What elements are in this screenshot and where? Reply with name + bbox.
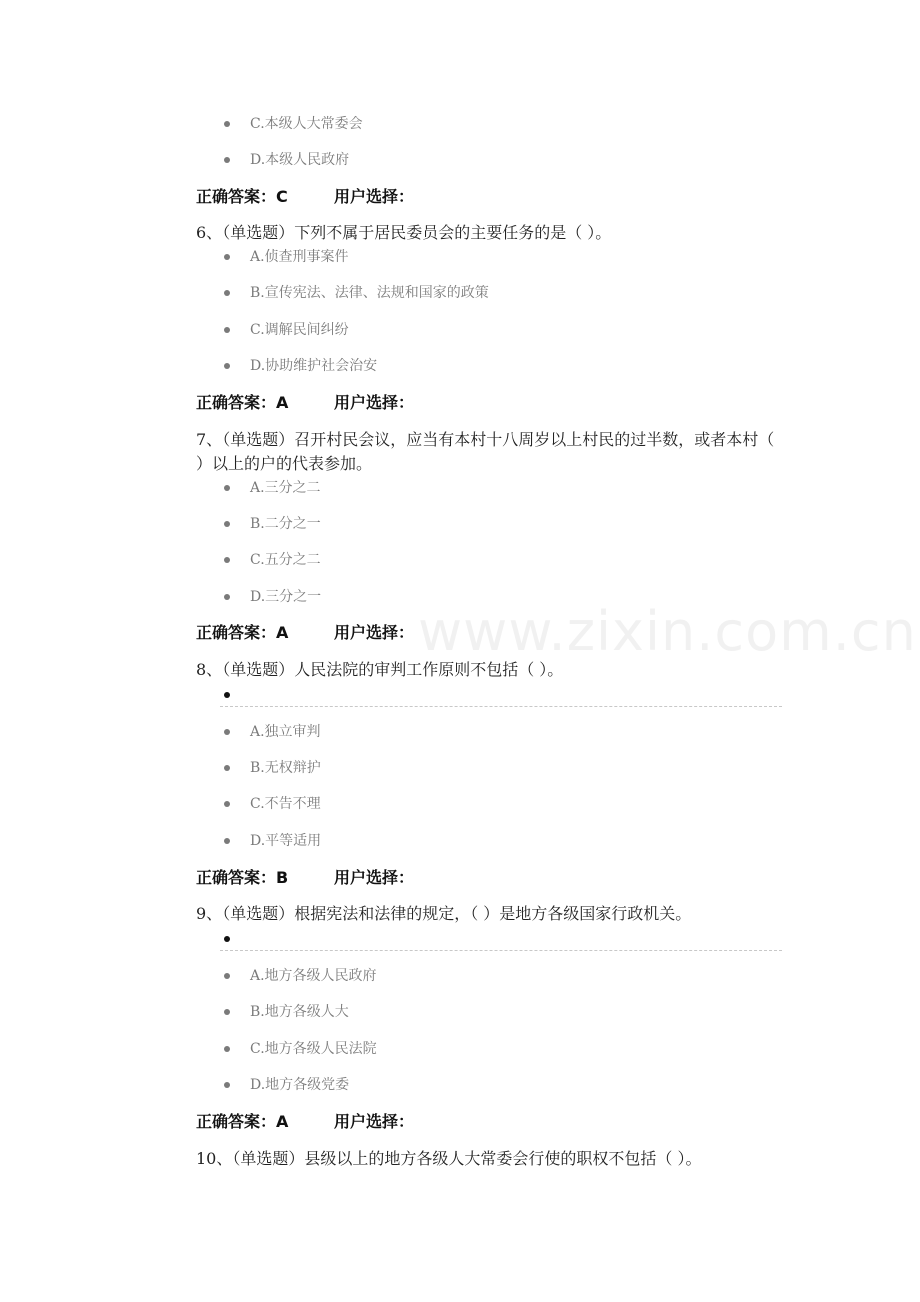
user-choice-label: 用户选择： xyxy=(334,187,415,206)
answer-line xyxy=(196,391,415,415)
option-text: D.协助维护社会治安 xyxy=(250,358,378,374)
question-9 xyxy=(196,902,786,926)
bullet-icon xyxy=(224,521,230,527)
option-text: C.地方各级人民法院 xyxy=(250,1041,377,1057)
bullet-icon xyxy=(224,363,230,369)
question-number: 7、 xyxy=(196,430,223,449)
correct-label: 正确答案： xyxy=(196,1112,277,1131)
bullet-icon xyxy=(224,290,230,296)
option-text: A.侦查刑事案件 xyxy=(250,249,349,265)
option-text: B.二分之一 xyxy=(250,516,321,532)
answer-line xyxy=(196,866,415,890)
option-text: B.无权辩护 xyxy=(250,760,321,776)
user-choice-label: 用户选择： xyxy=(334,868,415,887)
correct-label: 正确答案： xyxy=(196,623,277,642)
question-10 xyxy=(196,1147,796,1171)
divider xyxy=(220,950,782,951)
answer-line xyxy=(196,1110,415,1134)
bullet-icon xyxy=(224,485,230,491)
question-number: 10、 xyxy=(196,1149,233,1168)
option-text: C.五分之二 xyxy=(250,552,321,568)
question-text: （单选题）召开村民会议，应当有本村十八周岁以上村民的过半数，或者本村（ ）以上的户的代表参加。 xyxy=(196,430,775,473)
question-number: 9、 xyxy=(196,904,223,923)
user-choice-label: 用户选择： xyxy=(334,623,415,642)
question-text: （单选题）人民法院的审判工作原则不包括（ ）。 xyxy=(222,660,564,679)
bullet-icon xyxy=(224,157,230,163)
divider xyxy=(220,706,782,707)
option-text: A.三分之二 xyxy=(250,480,321,496)
correct-label: 正确答案： xyxy=(196,187,277,206)
watermark: www.zixin.com.cn xyxy=(418,600,917,663)
option-text: D.三分之一 xyxy=(250,589,322,605)
bullet-icon xyxy=(224,936,230,942)
bullet-icon xyxy=(224,729,230,735)
user-choice-label: 用户选择： xyxy=(334,393,415,412)
bullet-icon xyxy=(224,801,230,807)
question-6 xyxy=(196,221,786,245)
bullet-icon xyxy=(224,254,230,260)
option-text: B.地方各级人大 xyxy=(250,1004,349,1020)
bullet-icon xyxy=(224,1009,230,1015)
correct-answer: A xyxy=(276,1112,289,1131)
bullet-icon xyxy=(224,1046,230,1052)
bullet-icon xyxy=(224,838,230,844)
bullet-icon xyxy=(224,692,230,698)
option-text: A.独立审判 xyxy=(250,724,321,740)
option-text: D.地方各级党委 xyxy=(250,1077,350,1093)
correct-answer: B xyxy=(276,868,289,887)
option-text: D.平等适用 xyxy=(250,833,322,849)
answer-line xyxy=(196,621,415,645)
bullet-icon xyxy=(224,1082,230,1088)
option-text: C.不告不理 xyxy=(250,796,321,812)
question-text: （单选题）下列不属于居民委员会的主要任务的是（ ）。 xyxy=(222,223,612,242)
question-number: 6、 xyxy=(196,223,223,242)
bullet-icon xyxy=(224,973,230,979)
question-number: 8、 xyxy=(196,660,223,679)
correct-label: 正确答案： xyxy=(196,868,277,887)
bullet-icon xyxy=(224,557,230,563)
bullet-icon xyxy=(224,327,230,333)
user-choice-label: 用户选择： xyxy=(334,1112,415,1131)
bullet-icon xyxy=(224,765,230,771)
question-7 xyxy=(196,428,786,476)
option-text: A.地方各级人民政府 xyxy=(250,968,377,984)
correct-answer: A xyxy=(276,393,289,412)
correct-label: 正确答案： xyxy=(196,393,277,412)
answer-line xyxy=(196,185,415,209)
option-text: C.调解民间纠纷 xyxy=(250,322,349,338)
option-text: B.宣传宪法、法律、法规和国家的政策 xyxy=(250,285,489,301)
option-text: C.本级人大常委会 xyxy=(250,116,363,132)
question-text: （单选题）根据宪法和法律的规定，（ ）是地方各级国家行政机关。 xyxy=(222,904,692,923)
bullet-icon xyxy=(224,121,230,127)
question-text: （单选题）县级以上的地方各级人大常委会行使的职权不包括（ ）。 xyxy=(232,1149,702,1168)
option-text: D.本级人民政府 xyxy=(250,152,350,168)
correct-answer: C xyxy=(276,187,288,206)
bullet-icon xyxy=(224,594,230,600)
correct-answer: A xyxy=(276,623,289,642)
